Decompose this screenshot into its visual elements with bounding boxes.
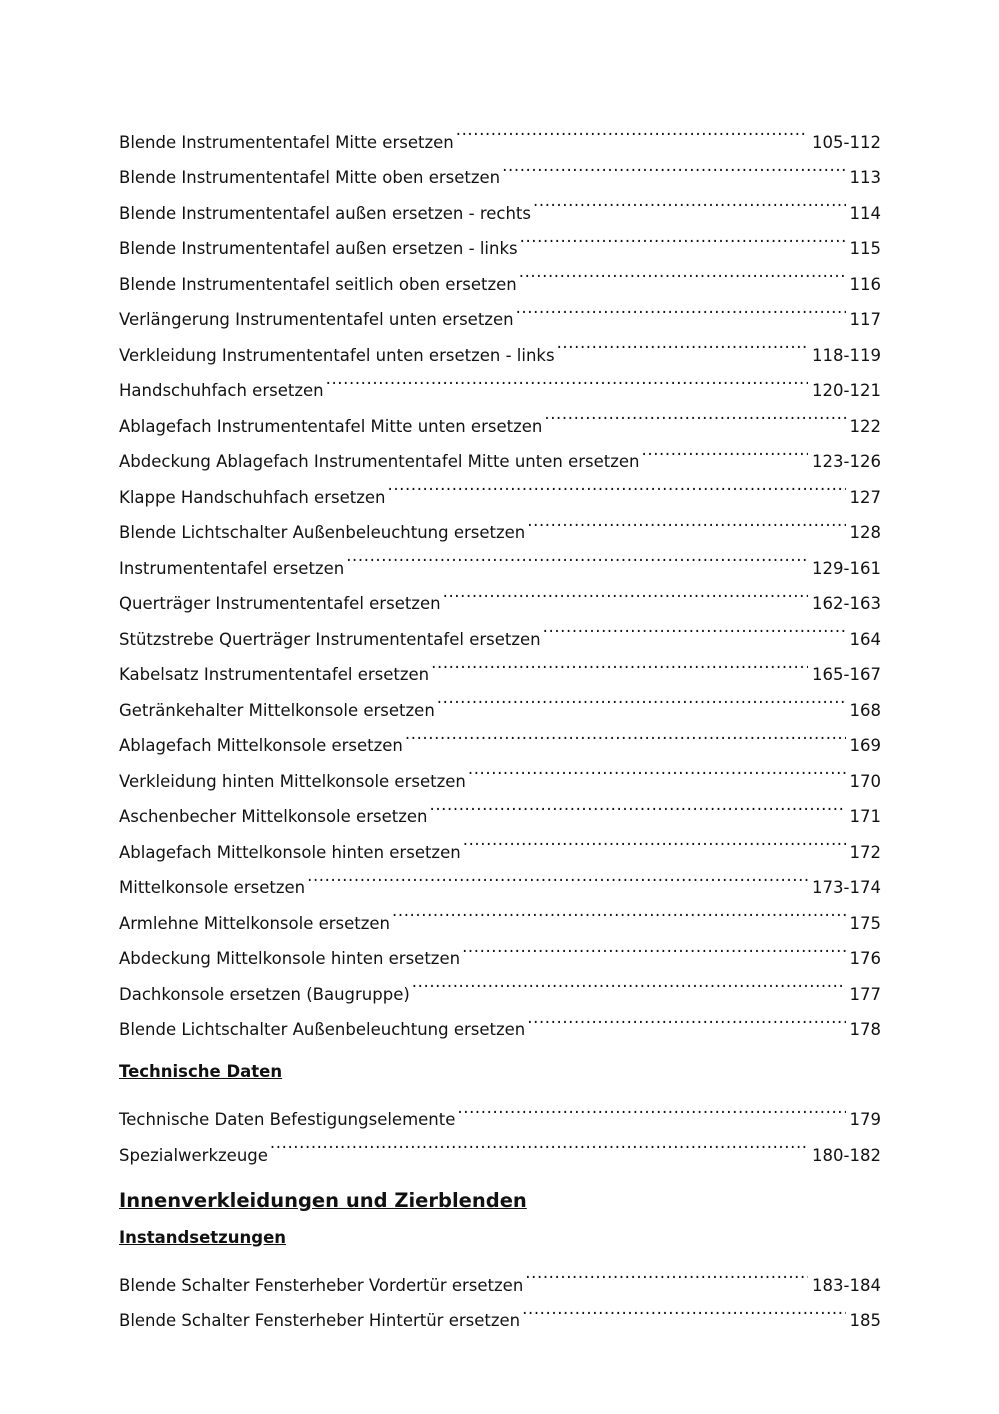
toc-entry-title: Blende Lichtschalter Außenbeleuchtung ersetzen (119, 1020, 526, 1039)
toc-entry-page: 116 (849, 274, 881, 294)
toc-dot-leader (520, 219, 846, 255)
toc-entry-page: 185 (849, 1311, 881, 1330)
toc-entry-page: 123-126 (812, 452, 881, 471)
toc-entry-page: 105-112 (812, 132, 881, 152)
toc-entry-page: 165-167 (812, 665, 881, 684)
toc-dot-leader (527, 503, 845, 539)
toc-dot-leader (519, 254, 846, 290)
toc-entry-page: 172 (849, 842, 881, 862)
toc-entry-page: 171 (849, 807, 881, 826)
toc-entry-title: Abdeckung Mittelkonsole hinten ersetzen (119, 949, 461, 968)
toc-entry-page: 183-184 (812, 1275, 881, 1295)
toc-dot-leader (522, 1291, 845, 1327)
toc-dot-leader (326, 361, 808, 397)
toc-entry-title: Blende Instrumententafel seitlich oben ersetzen (119, 274, 517, 294)
toc-entry-page: 164 (849, 629, 881, 649)
toc-entry-page: 180-182 (812, 1145, 881, 1165)
toc-dot-leader (557, 325, 808, 361)
toc-entry-page: 177 (849, 984, 881, 1004)
toc-dot-leader (468, 751, 846, 787)
toc-dot-leader (346, 538, 808, 574)
toc-dot-leader (516, 290, 846, 326)
toc-entry-page: 168 (849, 700, 881, 720)
toc-dot-leader (429, 787, 845, 823)
toc-list-technische-daten (119, 1090, 881, 1165)
toc-dot-leader (502, 148, 845, 184)
toc-dot-leader (457, 1090, 845, 1126)
toc-entry-title: Kabelsatz Instrumententafel ersetzen (119, 665, 430, 684)
toc-dot-leader (463, 822, 846, 858)
toc-dot-leader (431, 645, 808, 681)
toc-dot-leader (533, 183, 846, 219)
toc-entry-page: 178 (849, 1020, 881, 1039)
toc-dot-leader (437, 680, 846, 716)
toc-entry-title: Blende Schalter Fensterheber Vordertür ersetzen (119, 1275, 524, 1295)
toc-entry-title: Technische Daten Befestigungselemente (119, 1110, 456, 1129)
toc-entry-page: 122 (849, 416, 881, 436)
toc-entry[interactable] (119, 112, 881, 152)
toc-dot-leader (392, 893, 845, 929)
toc-dot-leader (543, 609, 846, 645)
toc-entry-title: Ablagefach Instrumententafel Mitte unten ersetzen (119, 416, 543, 436)
toc-entry[interactable] (119, 1090, 881, 1129)
toc-list-instrumententafel (119, 112, 881, 1039)
toc-entry-page: 127 (849, 487, 881, 507)
toc-entry-title: Blende Lichtschalter Außenbeleuchtung ersetzen (119, 523, 526, 542)
toc-entry-title: Ablagefach Mittelkonsole ersetzen (119, 736, 403, 755)
toc-entry-title: Querträger Instrumententafel ersetzen (119, 594, 441, 613)
toc-entry-page: 169 (849, 736, 881, 755)
toc-entry-page: 117 (849, 310, 881, 329)
toc-entry-title: Dachkonsole ersetzen (Baugruppe) (119, 984, 410, 1004)
toc-dot-leader (456, 112, 808, 148)
toc-entry[interactable] (119, 1255, 881, 1295)
table-of-contents (119, 112, 881, 1330)
toc-entry-title: Klappe Handschuhfach ersetzen (119, 487, 386, 507)
toc-dot-leader (270, 1125, 808, 1161)
toc-entry-title: Verkleidung Instrumententafel unten ersetzen - links (119, 345, 555, 365)
toc-dot-leader (527, 1000, 845, 1036)
toc-entry-page: 170 (849, 771, 881, 791)
toc-entry-title: Handschuhfach ersetzen (119, 381, 324, 400)
toc-entry-title: Getränkehalter Mittelkonsole ersetzen (119, 700, 435, 720)
section-heading-technische-daten: Technische Daten (119, 1062, 283, 1081)
toc-entry-title: Blende Schalter Fensterheber Hintertür ersetzen (119, 1311, 521, 1330)
toc-entry-title: Verlängerung Instrumententafel unten ersetzen (119, 310, 514, 329)
toc-entry-page: 114 (849, 203, 881, 223)
toc-dot-leader (544, 396, 845, 432)
toc-entry-title: Blende Instrumententafel Mitte oben ersetzen (119, 168, 501, 187)
toc-entry-title: Blende Instrumententafel außen ersetzen - links (119, 239, 518, 258)
toc-entry-title: Spezialwerkzeuge (119, 1145, 268, 1165)
chapter-heading-innenverkleidungen: Innenverkleidungen und Zierblenden (119, 1188, 527, 1212)
toc-entry-page: 175 (849, 913, 881, 933)
toc-entry-title: Mittelkonsole ersetzen (119, 878, 306, 897)
toc-entry-title: Verkleidung hinten Mittelkonsole ersetzen (119, 771, 466, 791)
toc-entry-title: Ablagefach Mittelkonsole hinten ersetzen (119, 842, 461, 862)
toc-entry-page: 113 (849, 168, 881, 187)
toc-dot-leader (642, 432, 809, 468)
toc-dot-leader (443, 574, 808, 610)
toc-entry-page: 129-161 (812, 558, 881, 578)
toc-dot-leader (405, 716, 846, 752)
toc-entry-page: 118-119 (812, 345, 881, 365)
toc-entry-title: Blende Instrumententafel Mitte ersetzen (119, 132, 454, 152)
toc-entry-title: Instrumententafel ersetzen (119, 558, 345, 578)
toc-dot-leader (525, 1255, 808, 1291)
toc-entry-page: 120-121 (812, 381, 881, 400)
toc-entry-title: Blende Instrumententafel außen ersetzen - rechts (119, 203, 531, 223)
toc-entry-title: Abdeckung Ablagefach Instrumententafel Mitte unten ersetzen (119, 452, 640, 471)
toc-list-instandsetzungen (119, 1255, 881, 1330)
toc-entry-page: 179 (849, 1110, 881, 1129)
toc-entry-page: 176 (849, 949, 881, 968)
toc-dot-leader (412, 964, 846, 1000)
toc-dot-leader (387, 467, 845, 503)
toc-dot-leader (462, 929, 845, 965)
toc-dot-leader (307, 858, 808, 894)
toc-entry-title: Armlehne Mittelkonsole ersetzen (119, 913, 391, 933)
toc-entry-page: 128 (849, 523, 881, 542)
toc-entry-title: Aschenbecher Mittelkonsole ersetzen (119, 807, 428, 826)
toc-entry-title: Stützstrebe Querträger Instrumententafel ersetzen (119, 629, 541, 649)
toc-entry-page: 115 (849, 239, 881, 258)
section-heading-instandsetzungen: Instandsetzungen (119, 1227, 287, 1247)
toc-entry-page: 173-174 (812, 878, 881, 897)
toc-entry-page: 162-163 (812, 594, 881, 613)
